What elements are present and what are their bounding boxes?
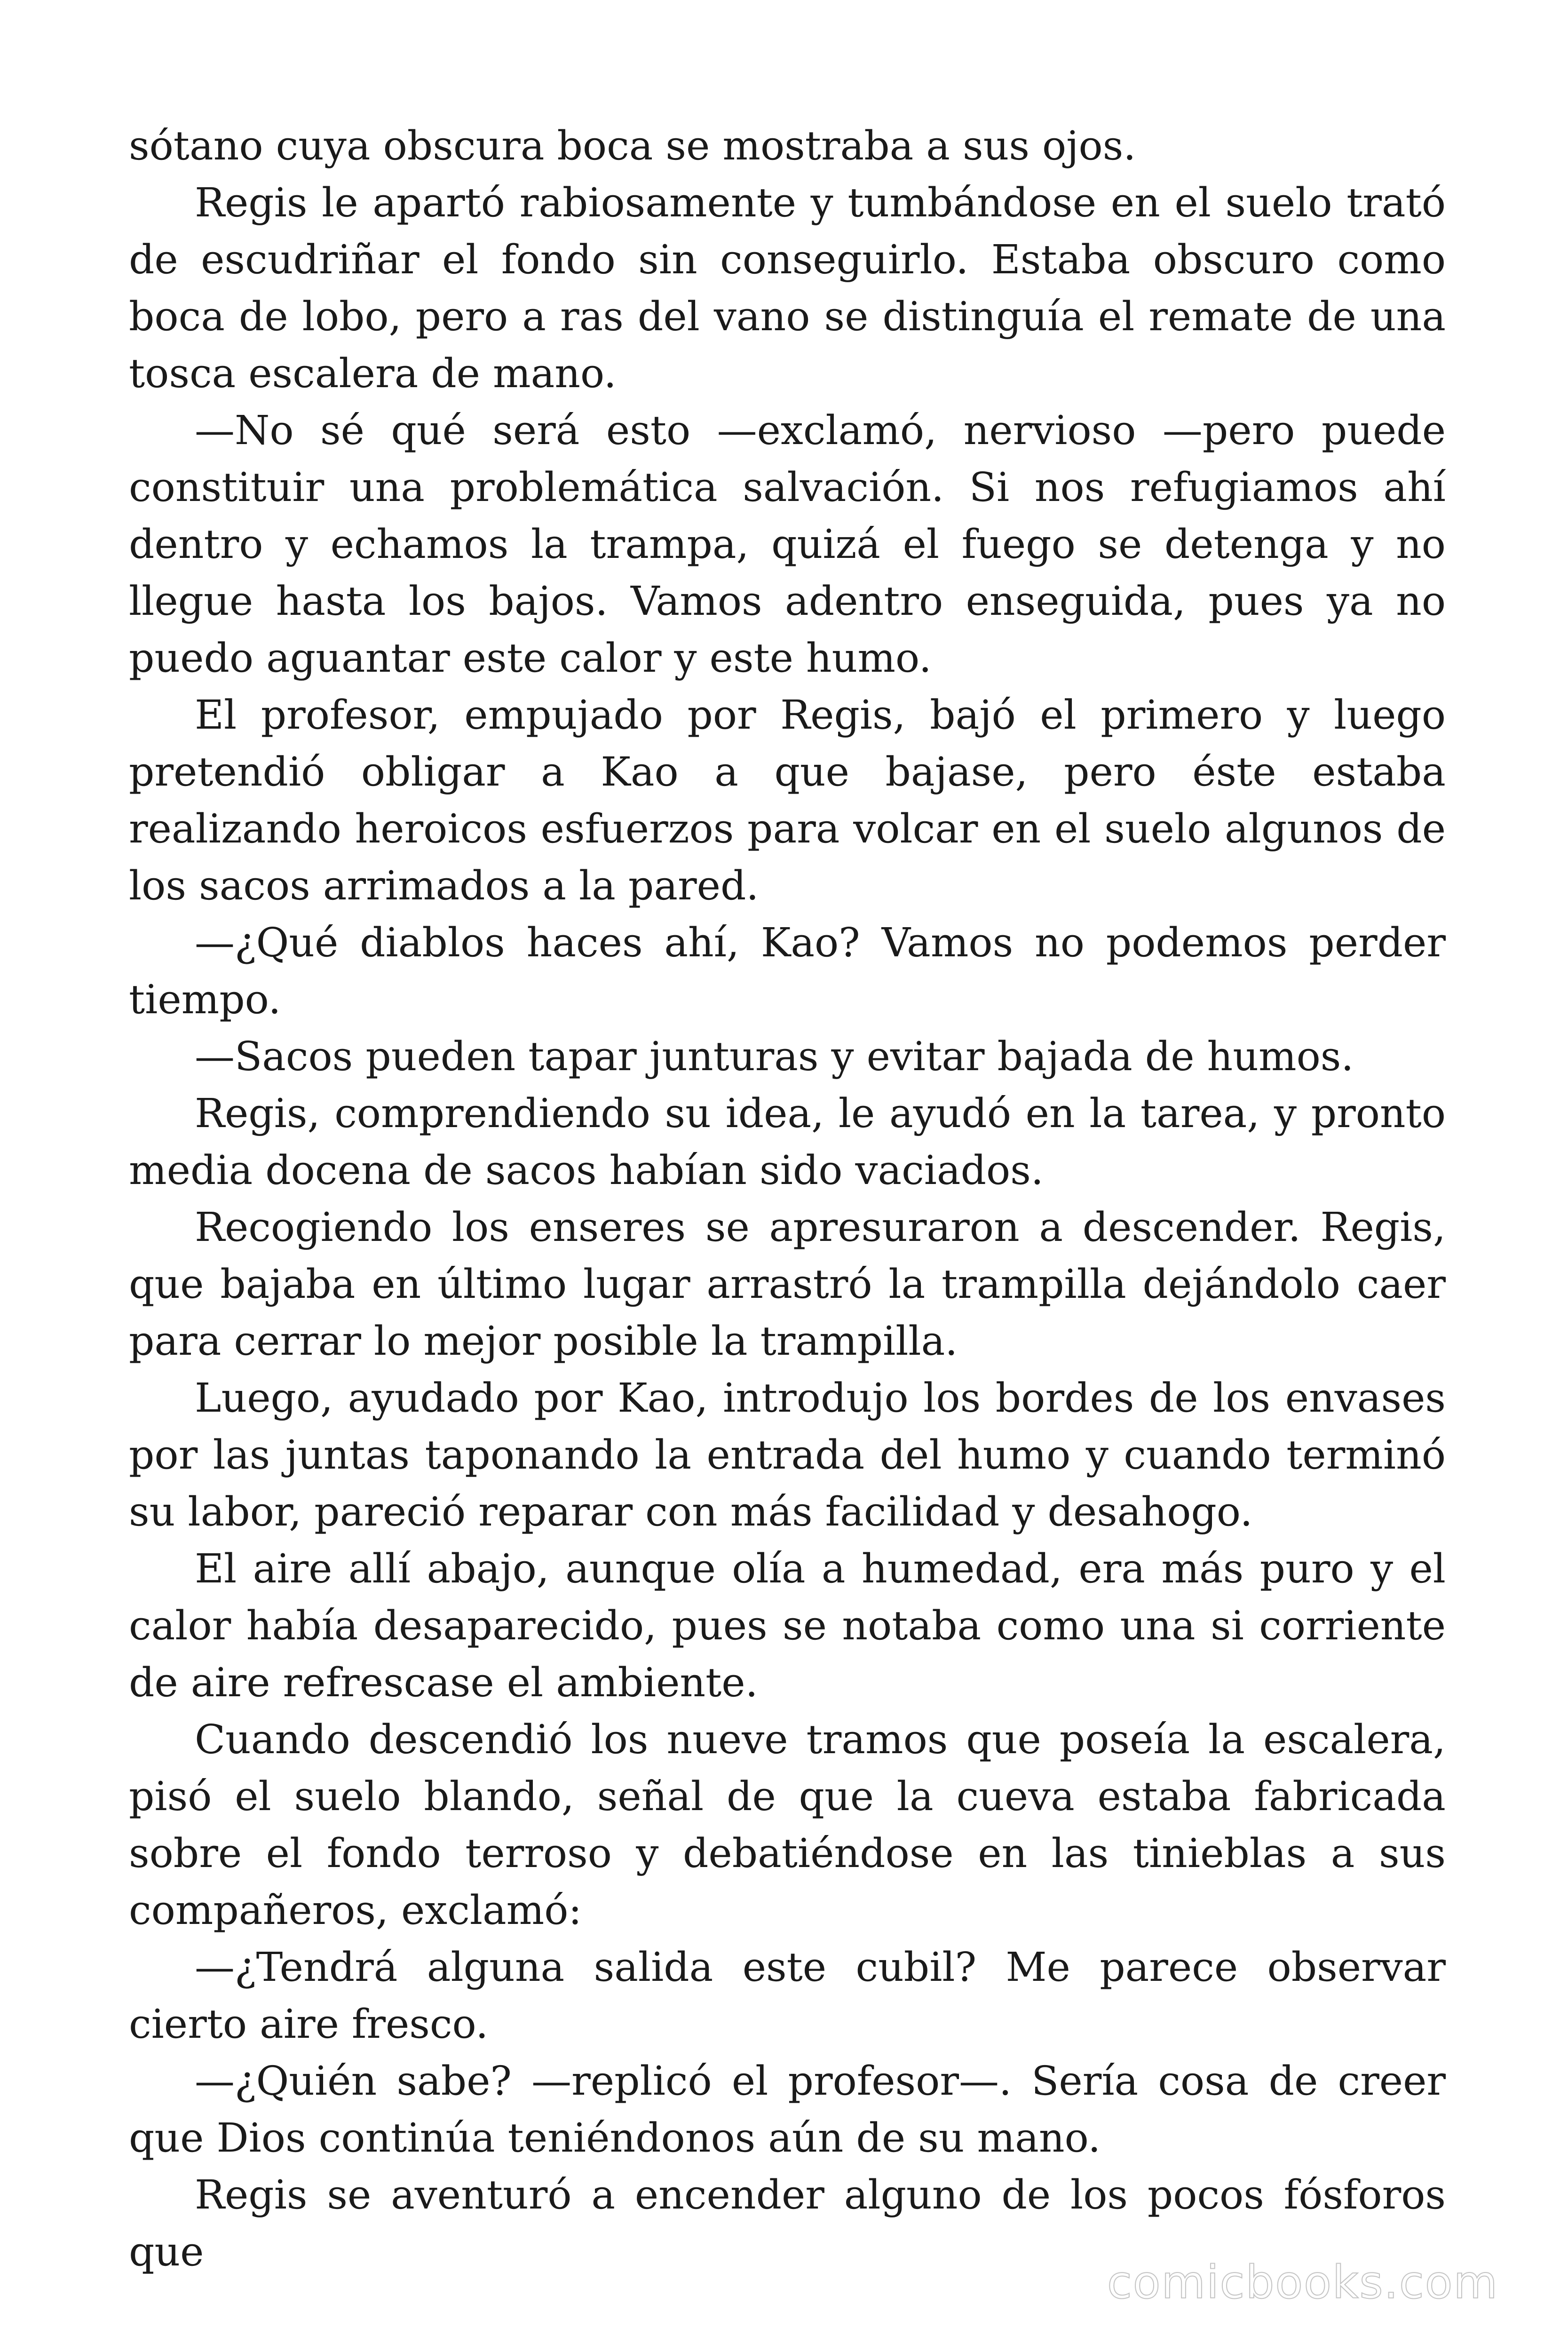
paragraph: —¿Qué diablos haces ahí, Kao? Vamos no podemos perder tiempo. xyxy=(129,920,1446,1023)
paragraph: —No sé qué será esto —exclamó, nervioso —pero puede constituir una problemática salvación. Si nos refugiamos ahí dentro y echamos la trampa, quizá el fuego se detenga y no llegue hasta los bajos. Vamos adentro enseguida, pues ya no puedo aguantar este calor y este humo. xyxy=(129,407,1446,682)
watermark: comicbooks.com xyxy=(1107,2256,1498,2309)
paragraph: Recogiendo los enseres se apresuraron a descender. Regis, que bajaba en último lugar arrastró la trampilla dejándolo caer para cerrar lo mejor posible la trampilla. xyxy=(129,1204,1446,1365)
page-body xyxy=(129,118,1446,2280)
paragraph: —Sacos pueden tapar junturas y evitar bajada de humos. xyxy=(195,1033,1354,1080)
paragraph: —¿Tendrá alguna salida este cubil? Me parece observar cierto aire fresco. xyxy=(129,1944,1446,2048)
paragraph: Regis se aventuró a encender alguno de los pocos fósforos que xyxy=(129,2172,1446,2275)
paragraph: Regis, comprendiendo su idea, le ayudó en la tarea, y pronto media docena de sacos habían sido vaciados. xyxy=(129,1090,1446,1194)
paragraph: sótano cuya obscura boca se mostraba a sus ojos. xyxy=(129,123,1136,169)
paragraph: Cuando descendió los nueve tramos que poseía la escalera, pisó el suelo blando, señal de que la cueva estaba fabricada sobre el fondo terroso y debatiéndose en las tinieblas a sus compañeros, exclamó: xyxy=(129,1716,1446,1934)
paragraph: El profesor, empujado por Regis, bajó el primero y luego pretendió obligar a Kao a que bajase, pero éste estaba realizando heroicos esfuerzos para volcar en el suelo algunos de los sacos arrimados a la pared. xyxy=(129,692,1446,909)
paragraph: El aire allí abajo, aunque olía a humedad, era más puro y el calor había desaparecido, pues se notaba como una si corriente de aire refrescase el ambiente. xyxy=(129,1546,1446,1706)
paragraph: —¿Quién sabe? —replicó el profesor—. Sería cosa de creer que Dios continúa teniéndonos aún de su mano. xyxy=(129,2058,1446,2161)
paragraph: Luego, ayudado por Kao, introdujo los bordes de los envases por las juntas taponando la entrada del humo y cuando terminó su labor, pareció reparar con más facilidad y desahogo. xyxy=(129,1375,1446,1535)
paragraph: Regis le apartó rabiosamente y tumbándose en el suelo trató de escudriñar el fondo sin conseguirlo. Estaba obscuro como boca de lobo, pero a ras del vano se distinguía el remate de una tosca escalera de mano. xyxy=(129,180,1446,397)
